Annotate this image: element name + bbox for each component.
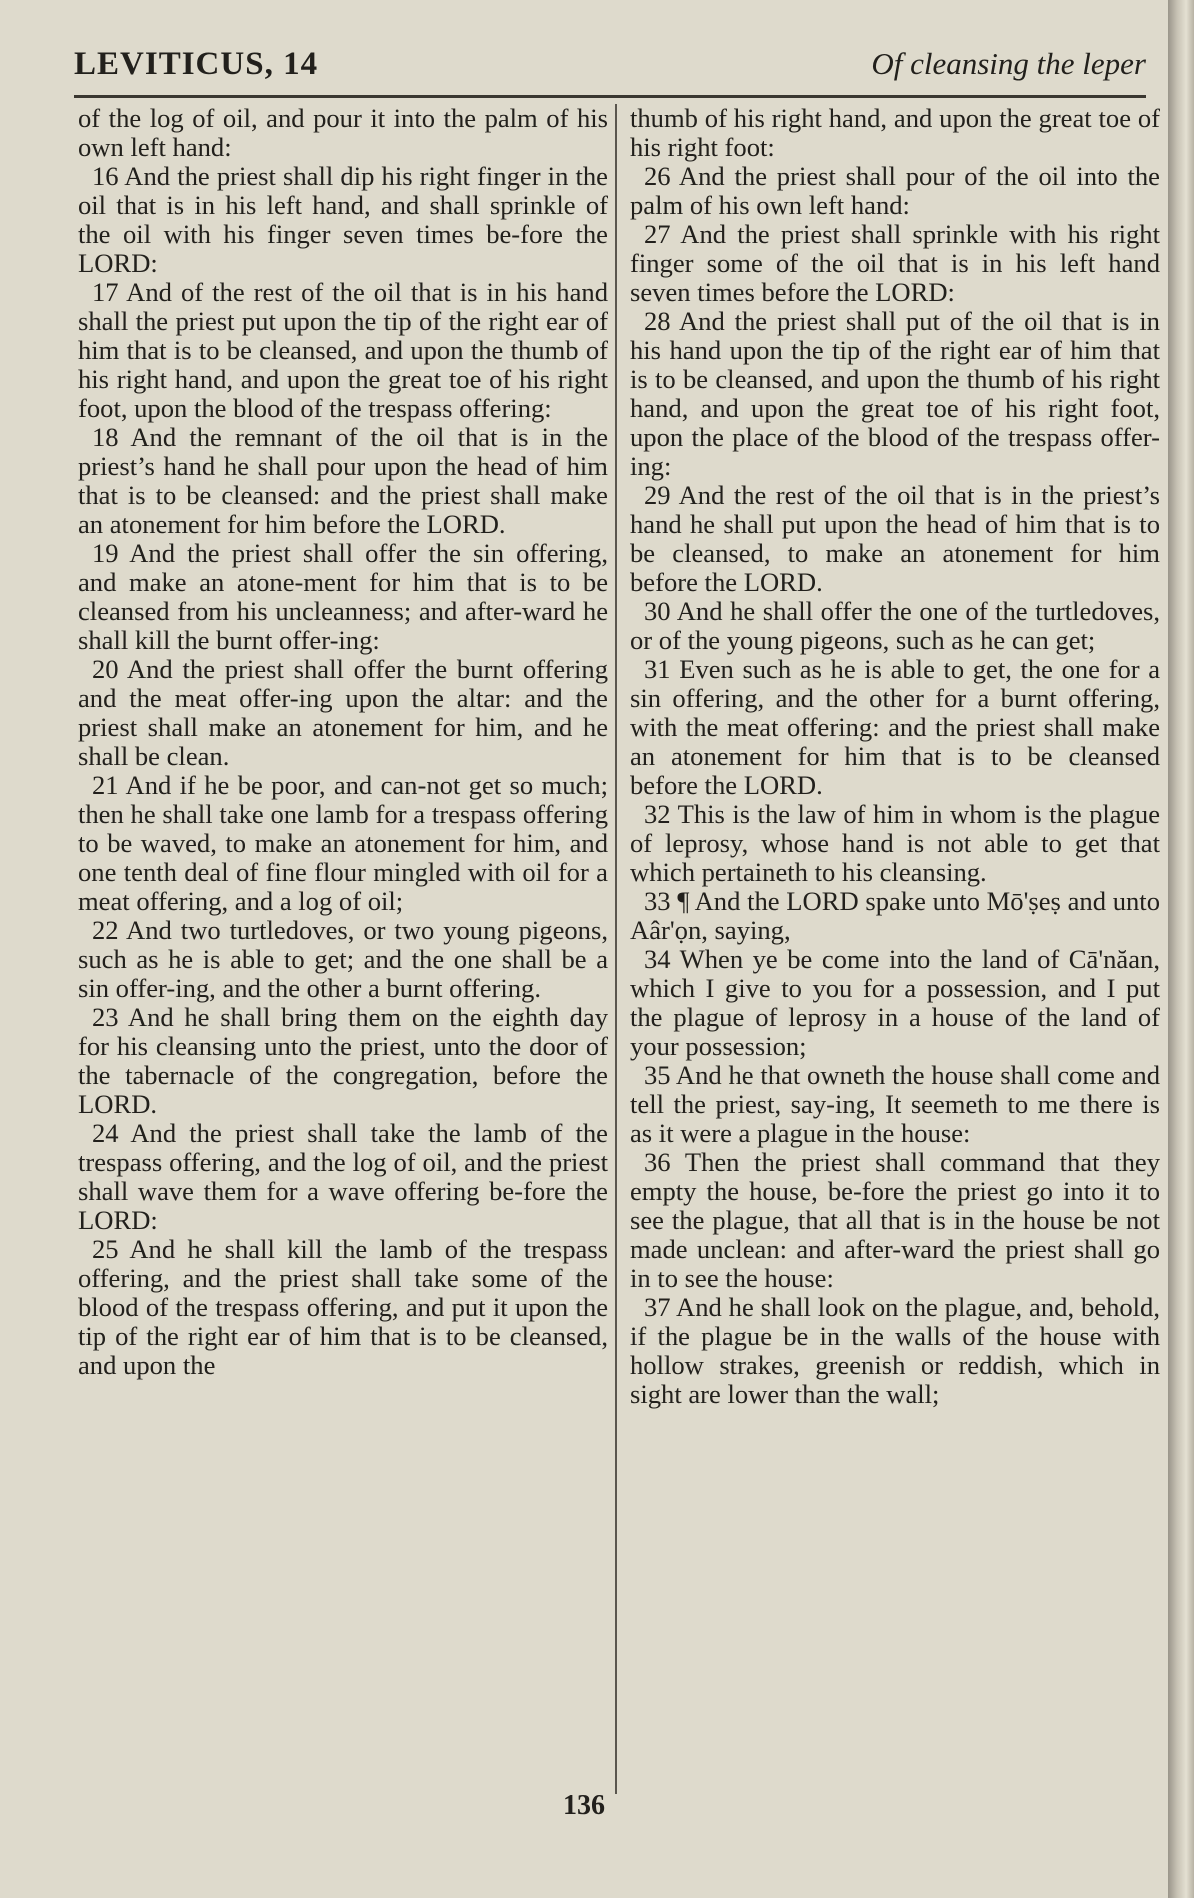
verse-number: 20 bbox=[92, 654, 119, 684]
verse-paragraph bbox=[630, 220, 1160, 307]
verse-number: 32 bbox=[644, 799, 671, 829]
verse-number: 34 bbox=[644, 944, 671, 974]
column-divider bbox=[615, 104, 617, 1794]
verse-paragraph bbox=[630, 597, 1160, 655]
page-edge bbox=[1168, 0, 1194, 1898]
verse-number: 24 bbox=[92, 1118, 119, 1148]
verse-paragraph bbox=[78, 1119, 608, 1235]
verse-paragraph bbox=[630, 1061, 1160, 1148]
verse-paragraph bbox=[630, 104, 1160, 162]
verse-number: 22 bbox=[92, 915, 119, 945]
verse-text: When ye be come into the land of Cā'năan, which I give to you for a possession, and I put the plague of leprosy in a house of the land of your possession; bbox=[630, 944, 1160, 1061]
verse-paragraph bbox=[78, 423, 608, 539]
verse-text: This is the law of him in whom is the plague of leprosy, whose hand is not able to get that which pertaineth to his cleansing. bbox=[630, 799, 1160, 887]
running-title: Of cleansing the leper bbox=[871, 46, 1146, 81]
verse-number: 35 bbox=[644, 1060, 671, 1090]
verse-paragraph bbox=[630, 945, 1160, 1061]
verse-number: 37 bbox=[644, 1292, 671, 1322]
page-header bbox=[74, 38, 1146, 94]
verse-paragraph bbox=[78, 655, 608, 771]
header-rule bbox=[74, 95, 1146, 98]
verse-paragraph bbox=[630, 1148, 1160, 1293]
verse-number: 29 bbox=[644, 480, 671, 510]
verse-text: And he shall offer the one of the turtledoves, or of the young pigeons, such as he can get; bbox=[630, 596, 1161, 655]
verse-number: 25 bbox=[92, 1234, 119, 1264]
verse-number: 21 bbox=[92, 770, 119, 800]
verse-text: And he shall bring them on the eighth day for his cleansing unto the priest, unto the door of the tabernacle of the congregation, before the LORD. bbox=[78, 1002, 609, 1119]
verse-text: And the priest shall offer the burnt offering and the meat offer-ing upon the altar: and the priest shall make an atonement for him, and he shall be clean. bbox=[78, 654, 608, 771]
verse-text: And of the rest of the oil that is in his hand shall the priest put upon the tip of the right ear of him that is to be cleansed, and upon the thumb of his right hand, and upon the great toe of his right foot, upon the blood of the trespass offering: bbox=[78, 277, 608, 423]
verse-text: of the log of oil, and pour it into the palm of his own left hand: bbox=[78, 103, 608, 162]
verse-number: 17 bbox=[92, 277, 119, 307]
verse-paragraph bbox=[78, 1003, 608, 1119]
verse-text: And the priest shall take the lamb of the trespass offering, and the log of oil, and the priest shall wave them for a wave offering be-fore the LORD: bbox=[78, 1118, 608, 1235]
verse-text: Then the priest shall command that they empty the house, be-fore the priest go into it to see the plague, that all that is in the house be not made unclean: and after-ward the priest shall go in to see the house: bbox=[630, 1147, 1160, 1293]
verse-paragraph bbox=[630, 655, 1160, 800]
verse-text: And the priest shall dip his right finger in the oil that is in his left hand, and shall sprinkle of the oil with his finger seven times be-fore the LORD: bbox=[78, 161, 608, 278]
verse-text: And two turtledoves, or two young pigeons, such as he is able to get; and the one shall be a sin offer-ing, and the other a burnt offering. bbox=[78, 915, 608, 1003]
verse-text: And the rest of the oil that is in the priest’s hand he shall put upon the head of him that is to be cleansed, to make an atonement for him before the LORD. bbox=[630, 480, 1161, 597]
book-chapter-heading: LEVITICUS, 14 bbox=[74, 46, 319, 82]
verse-paragraph bbox=[630, 800, 1160, 887]
verse-number: 26 bbox=[644, 161, 671, 191]
verse-number: 31 bbox=[644, 654, 671, 684]
verse-text: thumb of his right hand, and upon the great toe of his right foot: bbox=[630, 103, 1160, 162]
verse-number: 28 bbox=[644, 306, 671, 336]
verse-paragraph bbox=[78, 771, 608, 916]
verse-paragraph bbox=[630, 307, 1160, 481]
verse-text: And the priest shall pour of the oil into the palm of his own left hand: bbox=[630, 161, 1160, 220]
verse-text: And the priest shall put of the oil that is in his hand upon the tip of the right ear of him that is to be cleansed, and upon the thumb of his right hand, and upon the great toe of his right foot, upon the place of the blood of the trespass offer-ing: bbox=[630, 306, 1160, 481]
verse-text: And the priest shall sprinkle with his right finger some of the oil that is in his left hand seven times before the LORD: bbox=[630, 219, 1160, 307]
verse-number: 36 bbox=[644, 1147, 671, 1177]
verse-paragraph bbox=[78, 162, 608, 278]
verse-text: And he shall kill the lamb of the trespass offering, and the priest shall take some of the blood of the trespass offering, and put it upon the tip of the right ear of him that is to be cleansed, and upon the bbox=[78, 1234, 608, 1380]
verse-text: ¶ And the LORD spake unto Mō'ṣeṣ and unto Aâr'ọn, saying, bbox=[630, 886, 1160, 945]
verse-text: And the priest shall offer the sin offering, and make an atone-ment for him that is to be cleansed from his uncleanness; and after-ward he shall kill the burnt offer-ing: bbox=[78, 538, 608, 655]
verse-number: 19 bbox=[92, 538, 119, 568]
verse-text: And the remnant of the oil that is in the priest’s hand he shall pour upon the head of him that is to be cleansed: and the priest shall make an atonement for him before the LORD. bbox=[78, 422, 608, 539]
verse-number: 16 bbox=[92, 161, 119, 191]
page-number: 136 bbox=[563, 1790, 605, 1821]
verse-text: And he that owneth the house shall come and tell the priest, say-ing, It seemeth to me there is as it were a plague in the house: bbox=[630, 1060, 1161, 1148]
verse-paragraph bbox=[78, 916, 608, 1003]
right-column bbox=[630, 104, 1160, 1804]
verse-paragraph bbox=[78, 539, 608, 655]
verse-text: And he shall look on the plague, and, behold, if the plague be in the walls of the house with hollow strakes, greenish or reddish, which in sight are lower than the wall; bbox=[630, 1292, 1160, 1409]
verse-text: Even such as he is able to get, the one for a sin offering, and the other for a burnt offering, with the meat offering: and the priest shall make an atonement for him that is to be cleansed before the LORD. bbox=[630, 654, 1160, 800]
verse-paragraph bbox=[630, 162, 1160, 220]
verse-text: And if he be poor, and can-not get so much; then he shall take one lamb for a trespass offering to be waved, to make an atonement for him, and one tenth deal of fine flour mingled with oil for a meat offering, and a log of oil; bbox=[78, 770, 608, 916]
verse-number: 23 bbox=[92, 1002, 119, 1032]
verse-number: 30 bbox=[644, 596, 671, 626]
verse-number: 18 bbox=[92, 422, 119, 452]
verse-paragraph bbox=[78, 1235, 608, 1380]
verse-number: 33 bbox=[644, 886, 671, 916]
verse-paragraph bbox=[630, 1293, 1160, 1409]
verse-paragraph bbox=[630, 887, 1160, 945]
verse-paragraph bbox=[78, 104, 608, 162]
verse-paragraph bbox=[630, 481, 1160, 597]
verse-number: 27 bbox=[644, 219, 671, 249]
verse-paragraph bbox=[78, 278, 608, 423]
left-column bbox=[78, 104, 608, 1804]
